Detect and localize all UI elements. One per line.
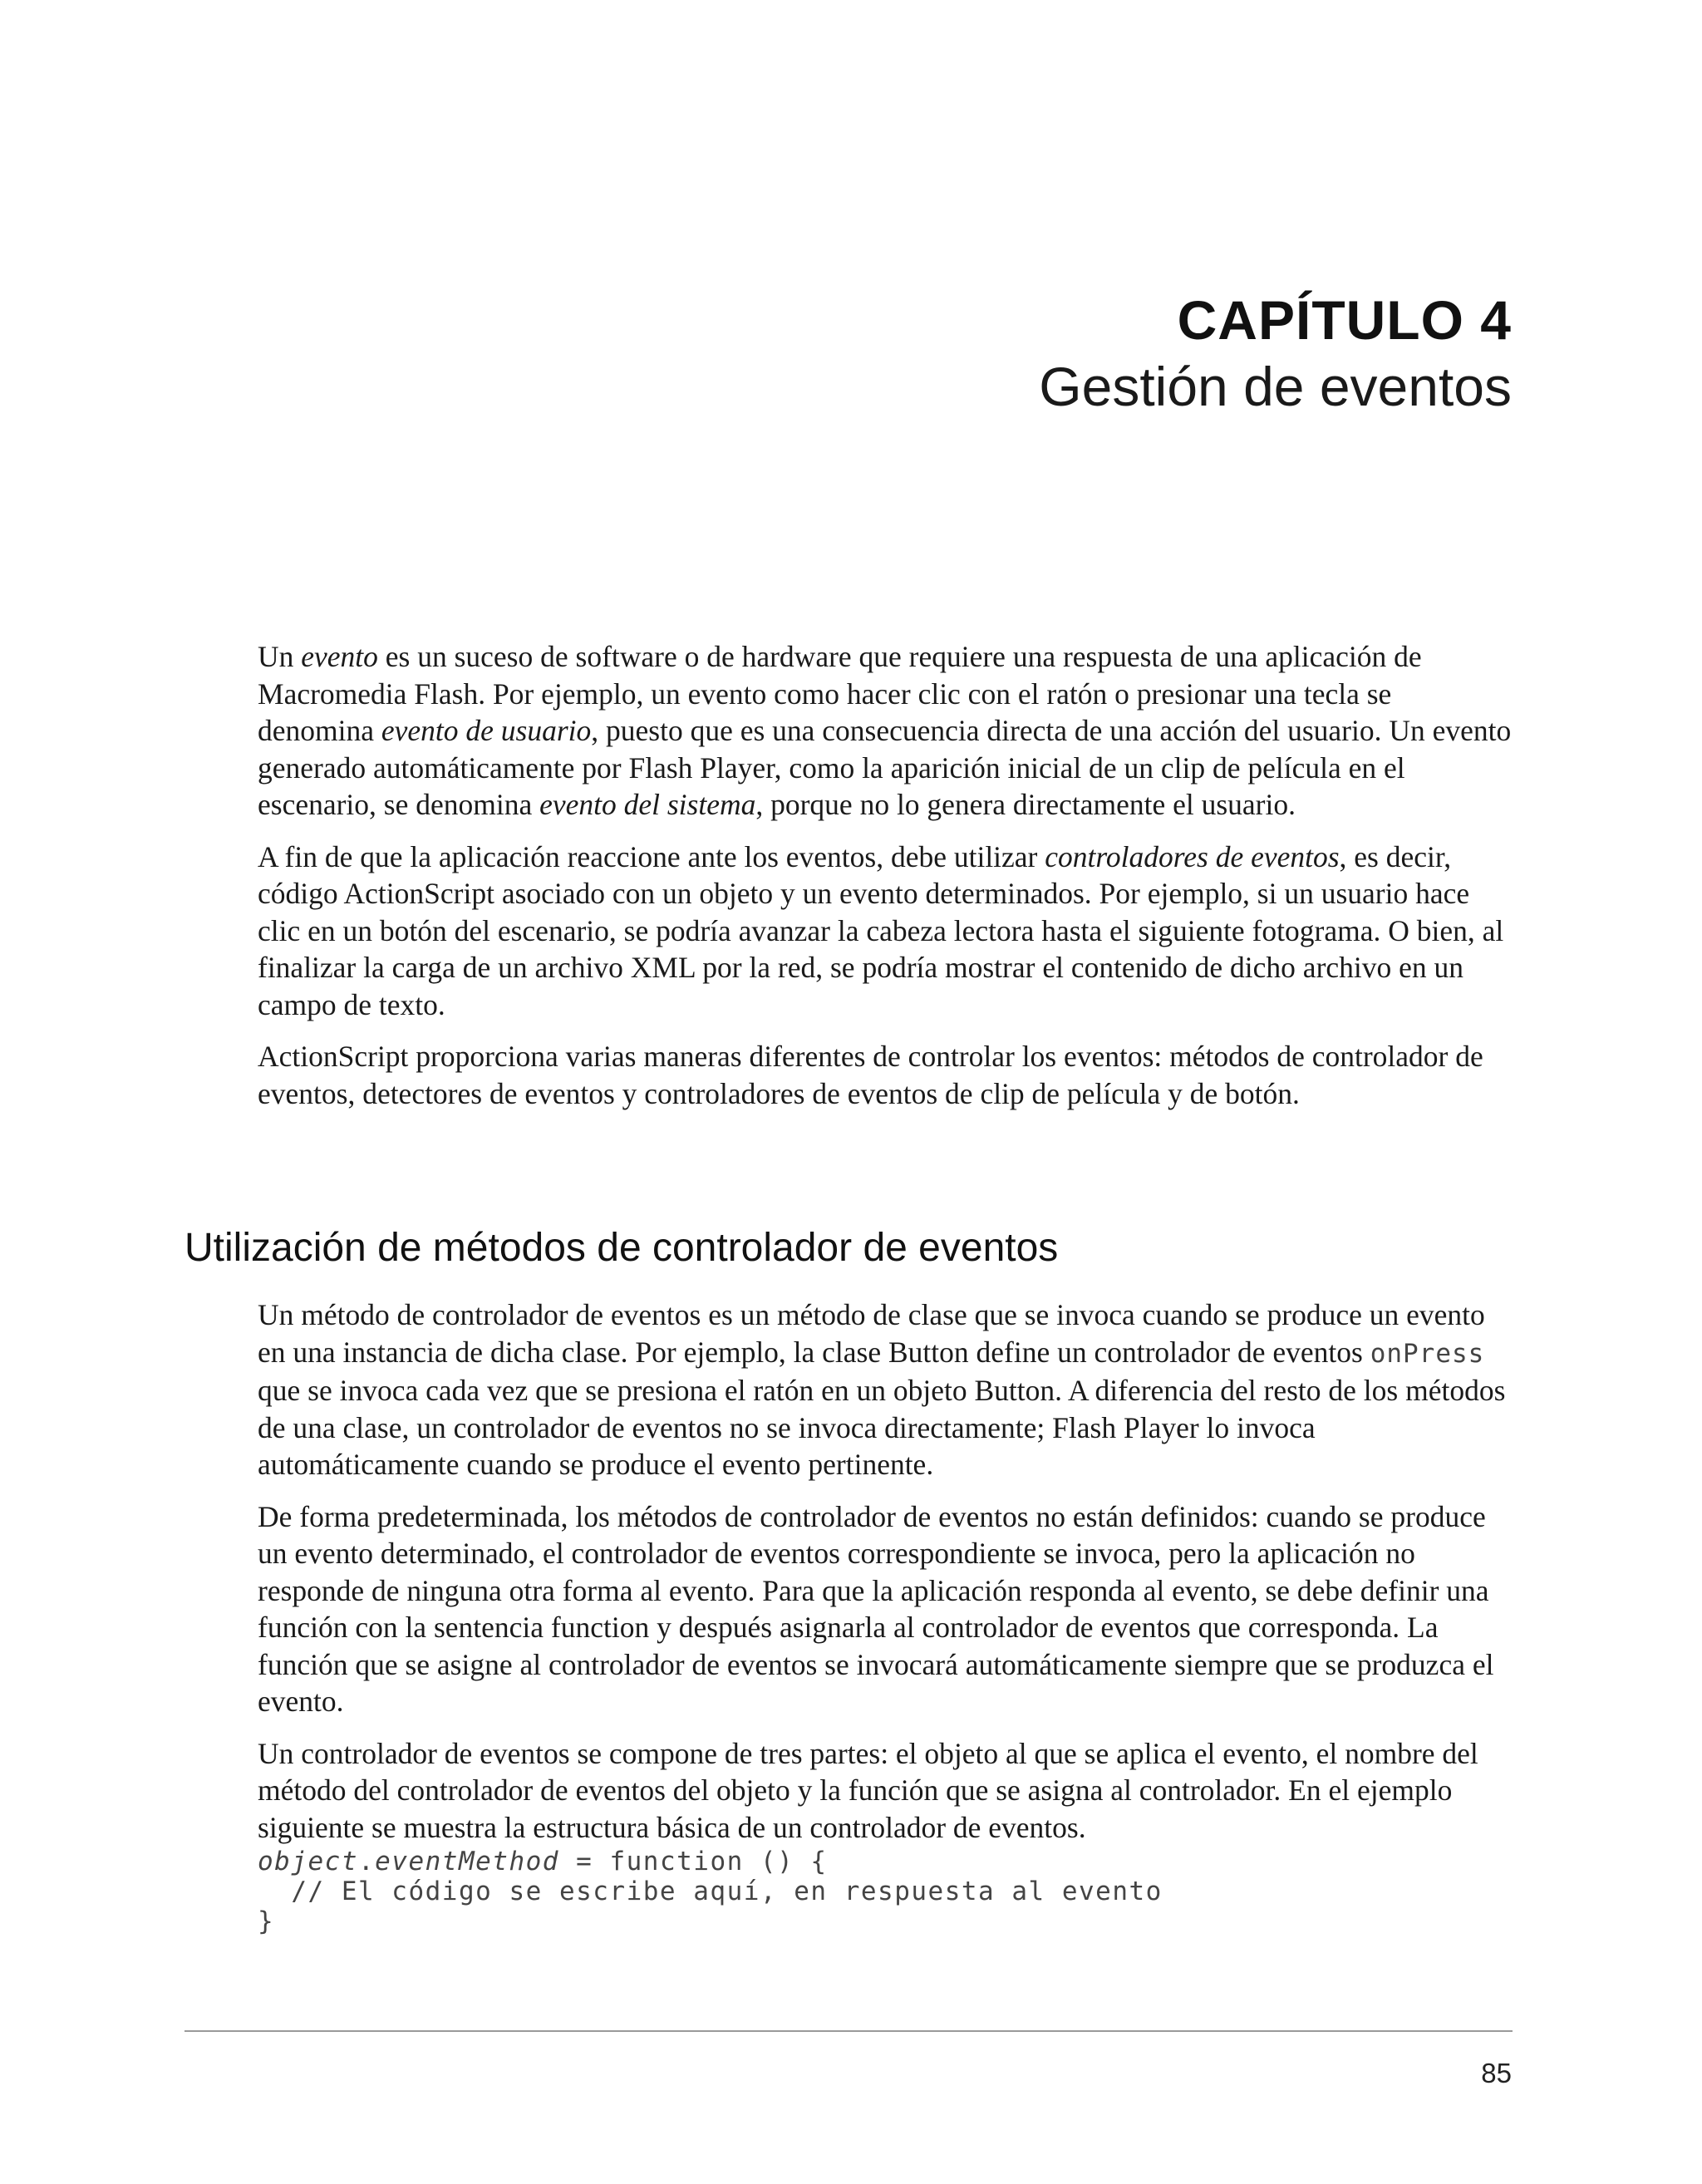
term-controladores-de-eventos: controladores de eventos	[1045, 839, 1340, 873]
section-paragraph-1: Un método de controlador de eventos es un método de clase que se invoca cuando se produce un evento en una instancia de dicha clase. Por ejemplo, la clase Button define un controlador de eventos onPress que se invoca cada vez que se presiona el ratón en un objeto Button. A diferencia del resto de los métodos de una clase, un controlador de eventos no se invoca directamente; Flash Player lo invoca automáticamente cuando se produce el evento pertinente.	[258, 1298, 1506, 1481]
code-closing-brace: }	[258, 1906, 275, 1936]
section-text	[258, 1296, 1513, 1861]
chapter-header	[1039, 287, 1512, 420]
intro-text	[258, 638, 1513, 1127]
intro-paragraph-1: Un evento es un suceso de software o de hardware que requiere una respuesta de una aplicación de Macromedia Flash. Por ejemplo, un evento como hacer clic con el ratón o presionar una tecla se denomina evento de usuario, puesto que es una consecuencia directa de una acción del usuario. Un evento generado automáticamente por Flash Player, como la aparición inicial de un clip de película en el escenario, se denomina evento del sistema, porque no lo genera directamente el usuario.	[258, 640, 1512, 821]
code-example: object.eventMethod = function () { // El código se escribe aquí, en respuesta al evento }	[258, 1847, 1163, 1936]
intro-paragraph-2: A fin de que la aplicación reaccione ante los eventos, debe utilizar controladores de eventos, es decir, código ActionScript asociado con un objeto y un evento determinados. Por ejemplo, si un usuario hace clic en un botón del escenario, se podría avanzar la cabeza lectora hasta el siguiente fotograma. O bien, al finalizar la carga de un archivo XML por la red, se podría mostrar el contenido de dicho archivo en un campo de texto.	[258, 839, 1504, 1021]
term-evento: evento	[301, 640, 378, 673]
chapter-title: Gestión de eventos	[1039, 356, 1512, 417]
section-paragraph-2: De forma predeterminada, los métodos de controlador de eventos no están definidos: cuando se produce un evento determinado, el controlador de eventos correspondiente se invoca, pero la aplicación no responde de ninguna otra forma al evento. Para que la aplicación responda al evento, se debe definir una función con la sentencia function y después asignarla al controlador de eventos que corresponda. La función que se asigne al controlador de eventos se invocará automáticamente siempre que se produzca el evento.	[258, 1499, 1494, 1718]
term-evento-del-sistema: evento del sistema	[539, 788, 756, 821]
intro-paragraph-3: ActionScript proporciona varias maneras diferentes de controlar los eventos: métodos de controlador de eventos, detectores de eventos y controladores de eventos de clip de película y de botón.	[258, 1040, 1483, 1110]
code-comment-line: // El código se escribe aquí, en respuesta al evento	[258, 1877, 1163, 1906]
inline-code-onpress: onPress	[1370, 1338, 1485, 1369]
page-number: 85	[1481, 2058, 1512, 2088]
term-evento-de-usuario: evento de usuario	[381, 714, 592, 747]
chapter-label: CAPÍTULO 4	[1177, 289, 1512, 351]
section-paragraph-3: Un controlador de eventos se compone de tres partes: el objeto al que se aplica el evento, el nombre del método del controlador de eventos del objeto y la función que se asigna al controlador. En el ejemplo siguiente se muestra la estructura básica de un controlador de eventos.	[258, 1736, 1478, 1844]
footer-divider	[184, 2030, 1513, 2032]
section-heading: Utilización de métodos de controlador de eventos	[184, 1226, 1059, 1270]
code-event-method: eventMethod	[375, 1847, 559, 1877]
code-object: object	[258, 1847, 358, 1877]
